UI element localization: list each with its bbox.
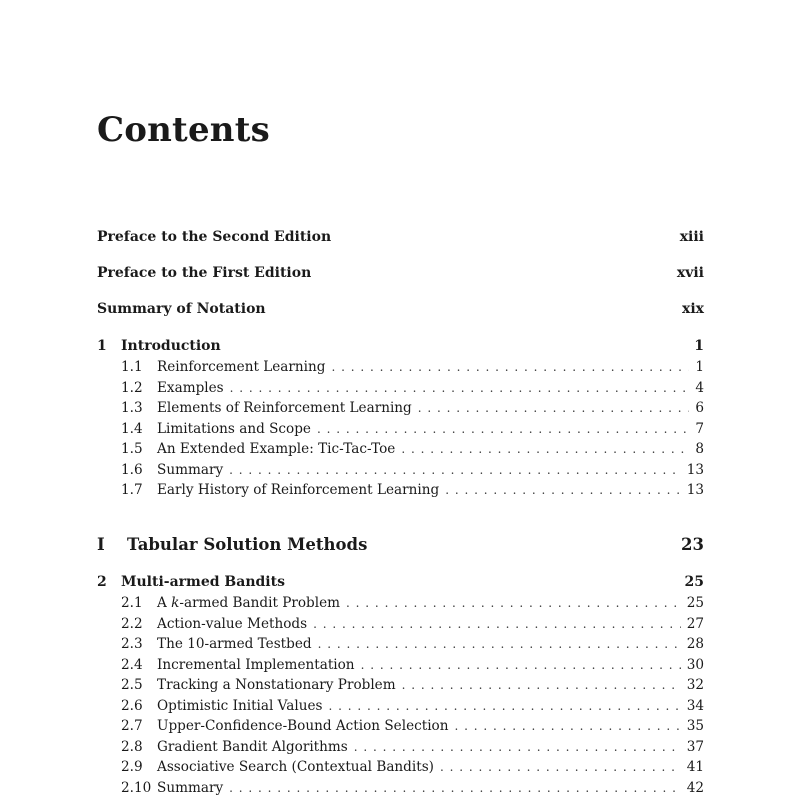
section-number: 2.4 <box>121 657 143 673</box>
toc-section-2-7[interactable] <box>97 716 704 736</box>
section-title: Optimistic Initial Values <box>157 698 323 714</box>
toc-section-2-2[interactable] <box>97 614 704 634</box>
dot-leader <box>328 696 680 716</box>
chapter-page: 25 <box>684 574 704 590</box>
section-page: 13 <box>686 482 704 498</box>
section-title: An Extended Example: Tic-Tac-Toe <box>157 441 396 457</box>
section-page: 34 <box>686 698 704 714</box>
section-title: Associative Search (Contextual Bandits) <box>157 759 434 775</box>
toc-section-1-7[interactable] <box>97 480 704 500</box>
section-number: 1.6 <box>121 462 143 478</box>
part-title: Tabular Solution Methods <box>127 535 368 554</box>
section-title: Reinforcement Learning <box>157 359 326 375</box>
toc-section-2-1[interactable] <box>97 593 704 613</box>
section-number: 2.9 <box>121 759 143 775</box>
dot-leader <box>317 419 689 439</box>
section-page: 27 <box>686 616 704 632</box>
section-title: Summary <box>157 780 224 796</box>
section-number: 2.2 <box>121 616 143 632</box>
dot-leader <box>229 778 681 798</box>
section-title: Summary <box>157 462 224 478</box>
toc-entry-label: Summary of Notation <box>97 301 266 317</box>
section-page: 4 <box>695 380 704 396</box>
toc-entry-preface-second[interactable] <box>97 227 704 247</box>
toc-section-1-3[interactable] <box>97 398 704 418</box>
section-title: A k-armed Bandit Problem <box>157 595 341 611</box>
section-number: 2.1 <box>121 595 143 611</box>
dot-leader <box>418 398 690 418</box>
chapter-number: 1 <box>97 338 107 354</box>
toc-section-1-1[interactable] <box>97 357 704 377</box>
section-number: 1.7 <box>121 482 143 498</box>
section-title: Tracking a Nonstationary Problem <box>157 677 396 693</box>
toc-section-1-2[interactable] <box>97 378 704 398</box>
dot-leader <box>354 737 681 757</box>
part-page: 23 <box>681 535 704 554</box>
toc-section-2-10[interactable] <box>97 778 704 798</box>
section-number: 1.3 <box>121 400 143 416</box>
page-title: Contents <box>97 110 270 150</box>
toc-section-2-5[interactable] <box>97 675 704 695</box>
dot-leader <box>361 655 681 675</box>
section-number: 2.5 <box>121 677 143 693</box>
section-number: 1.5 <box>121 441 143 457</box>
section-number: 1.2 <box>121 380 143 396</box>
section-number: 2.8 <box>121 739 143 755</box>
section-page: 28 <box>686 636 704 652</box>
toc-entry-page: xvii <box>676 265 704 281</box>
section-number: 1.4 <box>121 421 143 437</box>
section-number: 2.6 <box>121 698 143 714</box>
section-number: 2.7 <box>121 718 143 734</box>
section-number: 1.1 <box>121 359 143 375</box>
section-title: The 10-armed Testbed <box>157 636 312 652</box>
toc-section-2-4[interactable] <box>97 655 704 675</box>
section-page: 35 <box>686 718 704 734</box>
chapter-title: Multi-armed Bandits <box>121 574 285 590</box>
toc-chapter-1[interactable] <box>97 336 704 356</box>
section-title: Incremental Implementation <box>157 657 355 673</box>
toc-section-2-3[interactable] <box>97 634 704 654</box>
dot-leader <box>402 675 681 695</box>
chapter-page: 1 <box>694 338 704 354</box>
dot-leader <box>346 593 681 613</box>
toc-entry-label: Preface to the Second Edition <box>97 229 332 245</box>
section-title: Gradient Bandit Algorithms <box>157 739 348 755</box>
section-page: 8 <box>695 441 704 457</box>
section-page: 30 <box>686 657 704 673</box>
contents-page <box>97 0 704 800</box>
dot-leader <box>440 757 681 777</box>
section-page: 1 <box>695 359 704 375</box>
chapter-number: 2 <box>97 574 107 590</box>
dot-leader <box>401 439 689 459</box>
dot-leader <box>445 480 680 500</box>
section-page: 32 <box>686 677 704 693</box>
toc-chapter-2[interactable] <box>97 572 704 592</box>
chapter-title: Introduction <box>121 338 221 354</box>
section-title: Early History of Reinforcement Learning <box>157 482 440 498</box>
section-page: 41 <box>686 759 704 775</box>
toc-section-1-5[interactable] <box>97 439 704 459</box>
toc-entry-label: Preface to the First Edition <box>97 265 312 281</box>
section-page: 37 <box>686 739 704 755</box>
section-title: Elements of Reinforcement Learning <box>157 400 412 416</box>
toc-entry-page: xiii <box>679 229 704 245</box>
dot-leader <box>229 460 681 480</box>
toc-section-1-4[interactable] <box>97 419 704 439</box>
toc-part-1[interactable] <box>97 533 704 557</box>
toc-section-2-8[interactable] <box>97 737 704 757</box>
section-page: 7 <box>695 421 704 437</box>
dot-leader <box>454 716 680 736</box>
section-page: 42 <box>686 780 704 796</box>
toc-entry-page: xix <box>681 301 704 317</box>
part-number: I <box>97 535 105 554</box>
toc-entry-preface-first[interactable] <box>97 263 704 283</box>
toc-section-1-6[interactable] <box>97 460 704 480</box>
toc-section-2-9[interactable] <box>97 757 704 777</box>
dot-leader <box>331 357 689 377</box>
toc-section-2-6[interactable] <box>97 696 704 716</box>
section-page: 13 <box>686 462 704 478</box>
section-page: 6 <box>695 400 704 416</box>
dot-leader <box>313 614 681 634</box>
toc-entry-summary-of-notation[interactable] <box>97 299 704 319</box>
section-title: Action-value Methods <box>157 616 308 632</box>
dot-leader <box>318 634 681 654</box>
section-title: Examples <box>157 380 224 396</box>
section-number: 2.10 <box>121 780 152 796</box>
section-number: 2.3 <box>121 636 143 652</box>
section-title: Limitations and Scope <box>157 421 311 437</box>
section-title: Upper-Confidence-Bound Action Selection <box>157 718 449 734</box>
section-page: 25 <box>686 595 704 611</box>
dot-leader <box>230 378 690 398</box>
